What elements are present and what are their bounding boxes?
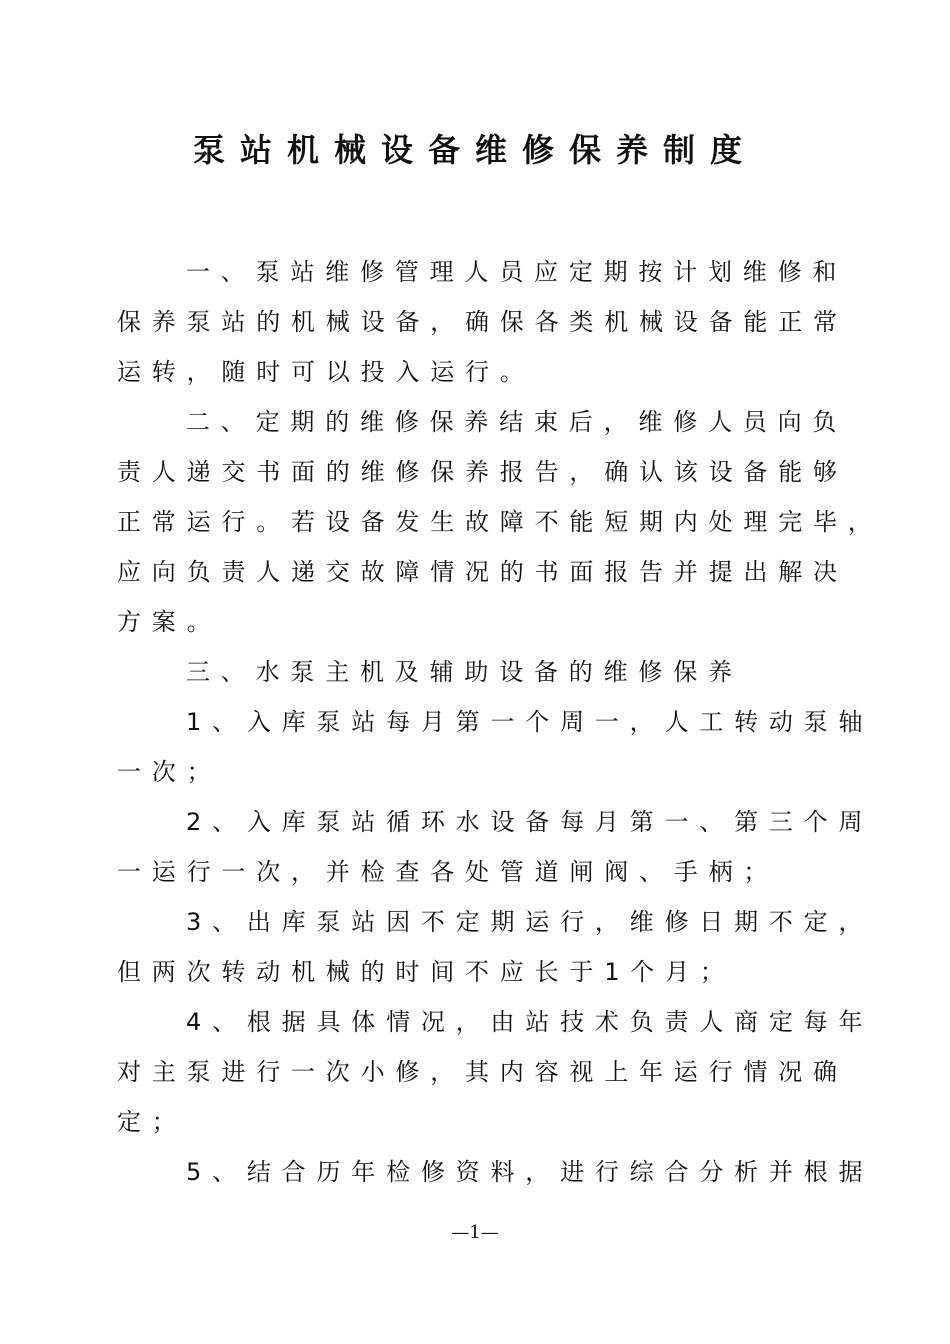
body-line: 应向负责人递交故障情况的书面报告并提出解决: [117, 558, 848, 586]
body-line: 保养泵站的机械设备，确保各类机械设备能正常: [117, 308, 848, 336]
body-line: 但两次转动机械的时间不应长于1个月；: [117, 958, 735, 986]
body-line: 责人递交书面的维修保养报告，确认该设备能够: [117, 458, 848, 486]
body-line: 一运行一次，并检查各处管道闸阀、手柄；: [117, 858, 779, 886]
body-line: 一次；: [117, 758, 222, 786]
body-line: 一、泵站维修管理人员应定期按计划维修和: [186, 258, 848, 286]
body-line: 1、入库泵站每月第一个周一，人工转动泵轴: [186, 708, 874, 736]
document-body: [117, 247, 883, 1197]
document-title: 泵站机械设备维修保养制度: [192, 131, 757, 169]
body-line: 3、出库泵站因不定期运行，维修日期不定，: [186, 908, 874, 936]
body-line: 三、水泵主机及辅助设备的维修保养: [186, 658, 743, 686]
body-line: 对主泵进行一次小修，其内容视上年运行情况确: [117, 1058, 848, 1086]
body-line: 正常运行。若设备发生故障不能短期内处理完毕，: [117, 508, 883, 536]
page-number: —1—: [451, 1222, 499, 1243]
body-line: 定；: [117, 1108, 187, 1136]
body-line: 4、根据具体情况，由站技术负责人商定每年: [186, 1008, 874, 1036]
body-line: 2、入库泵站循环水设备每月第一、第三个周: [186, 808, 874, 836]
body-line: 二、定期的维修保养结束后，维修人员向负: [186, 408, 848, 436]
body-line: 方案。: [117, 608, 222, 636]
body-line: 运转，随时可以投入运行。: [117, 358, 535, 386]
body-line: 5、结合历年检修资料，进行综合分析并根据: [186, 1158, 874, 1186]
